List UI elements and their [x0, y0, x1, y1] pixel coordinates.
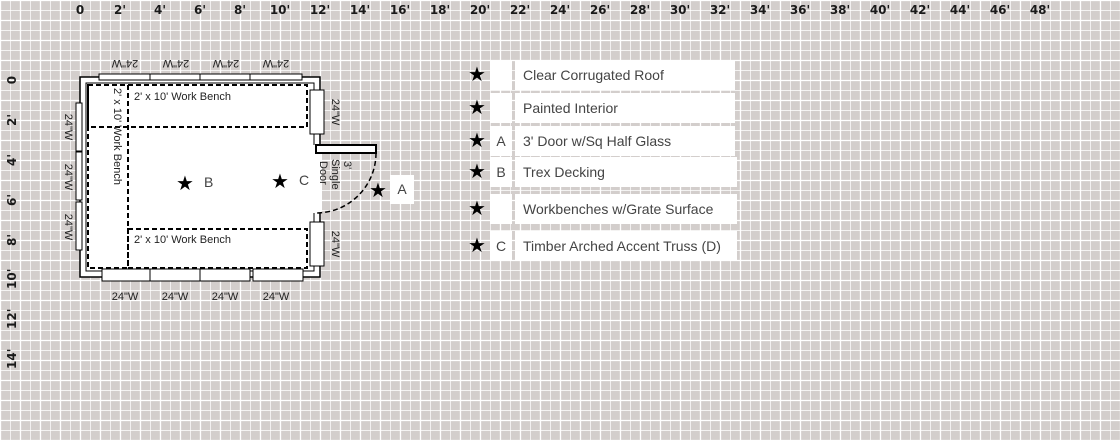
bottom-window-label-1: 24"W	[111, 291, 139, 303]
marker-b-label: B	[204, 174, 214, 190]
x-axis-label: 24'	[549, 3, 571, 17]
y-axis-label: 6'	[5, 193, 19, 207]
star-icon: ★	[468, 198, 486, 220]
star-icon: ★	[468, 64, 486, 86]
y-axis-label: 2'	[5, 113, 19, 127]
x-axis-label: 32'	[709, 3, 731, 17]
x-axis-label: 0	[75, 3, 85, 17]
star-icon: ★	[468, 235, 486, 257]
legend-text: Timber Arched Accent Truss (D)	[515, 231, 737, 261]
bottom-window-label-2: 24"W	[161, 291, 189, 303]
x-axis-label: 12'	[309, 3, 331, 17]
marker-c-star-icon: ★	[271, 169, 289, 193]
legend-code: B	[490, 157, 512, 187]
left-bench-label: 2' x 10' Work Bench	[111, 88, 123, 185]
legend-code: C	[490, 231, 512, 261]
star-icon: ★	[468, 161, 486, 183]
x-axis-label: 38'	[829, 3, 851, 17]
left-window-1	[76, 103, 82, 151]
right-window-2	[310, 222, 324, 266]
x-axis-label: 10'	[269, 3, 291, 17]
marker-c-label: C	[299, 172, 310, 188]
door-label-line2: Single	[329, 159, 341, 190]
top-window-label-2: 24"W	[162, 57, 190, 69]
right-window-1	[310, 90, 324, 134]
legend-code: A	[490, 126, 512, 156]
x-axis-label: 4'	[153, 3, 167, 17]
top-window-3	[200, 74, 252, 80]
door-label-line1: 3'	[341, 161, 353, 170]
marker-a-label: A	[397, 181, 407, 197]
marker-b-star-icon: ★	[176, 171, 194, 195]
x-axis-label: 2'	[113, 3, 127, 17]
x-axis-label: 36'	[789, 3, 811, 17]
x-axis-label: 44'	[949, 3, 971, 17]
x-axis-label: 14'	[349, 3, 371, 17]
x-axis-label: 6'	[193, 3, 207, 17]
left-window-label-2: 24"W	[62, 163, 74, 191]
x-axis-label: 26'	[589, 3, 611, 17]
x-axis-label: 18'	[429, 3, 451, 17]
left-window-label-1: 24"W	[62, 113, 74, 141]
bottom-window-4	[253, 269, 303, 281]
door-label-line3: Door	[317, 161, 329, 185]
right-window-label-2: 24"W	[329, 230, 341, 258]
x-axis-label: 20'	[469, 3, 491, 17]
left-window-label-3: 24"W	[62, 213, 74, 241]
legend-code	[490, 194, 512, 224]
top-window-2	[150, 74, 202, 80]
legend-text: Painted Interior	[515, 93, 735, 123]
x-axis-label: 8'	[233, 3, 247, 17]
top-window-4	[250, 74, 302, 80]
y-axis-label: 8'	[5, 233, 19, 247]
top-window-label-1: 24"W	[111, 57, 139, 69]
legend-text: Trex Decking	[515, 157, 737, 187]
legend-text: 3' Door w/Sq Half Glass	[515, 126, 735, 156]
bottom-window-2	[150, 269, 200, 281]
x-axis-label: 34'	[749, 3, 771, 17]
y-axis-label: 4'	[5, 153, 19, 167]
bottom-bench-label: 2' x 10' Work Bench	[134, 234, 231, 246]
bottom-window-label-4: 24"W	[262, 291, 290, 303]
top-window-1	[99, 74, 151, 80]
right-window-label-1: 24"W	[329, 98, 341, 126]
x-axis-label: 46'	[989, 3, 1011, 17]
top-window-label-4: 24"W	[262, 57, 290, 69]
x-axis-label: 16'	[389, 3, 411, 17]
x-axis-label: 22'	[509, 3, 531, 17]
bottom-window-3	[200, 269, 250, 281]
left-window-2	[76, 152, 82, 200]
x-axis-label: 42'	[909, 3, 931, 17]
bottom-window-label-3: 24"W	[211, 291, 239, 303]
door-leaf	[316, 145, 376, 153]
legend-code	[490, 93, 512, 123]
y-axis-label: 14'	[5, 348, 19, 369]
legend-code	[490, 60, 512, 90]
x-axis-label: 48'	[1029, 3, 1051, 17]
y-axis-label: 0	[5, 75, 19, 85]
star-icon: ★	[468, 130, 486, 152]
left-window-3	[76, 202, 82, 250]
star-icon: ★	[468, 97, 486, 119]
marker-a-star-icon: ★	[369, 178, 387, 202]
y-axis-label: 10'	[5, 268, 19, 289]
x-axis-label: 28'	[629, 3, 651, 17]
bottom-window-1	[102, 269, 152, 281]
x-axis-label: 30'	[669, 3, 691, 17]
legend-text: Clear Corrugated Roof	[515, 60, 735, 90]
y-axis-label: 12'	[5, 308, 19, 329]
top-window-label-3: 24"W	[212, 57, 240, 69]
legend-text: Workbenches w/Grate Surface	[515, 194, 737, 224]
x-axis-label: 40'	[869, 3, 891, 17]
top-bench-label: 2' x 10' Work Bench	[134, 91, 231, 103]
